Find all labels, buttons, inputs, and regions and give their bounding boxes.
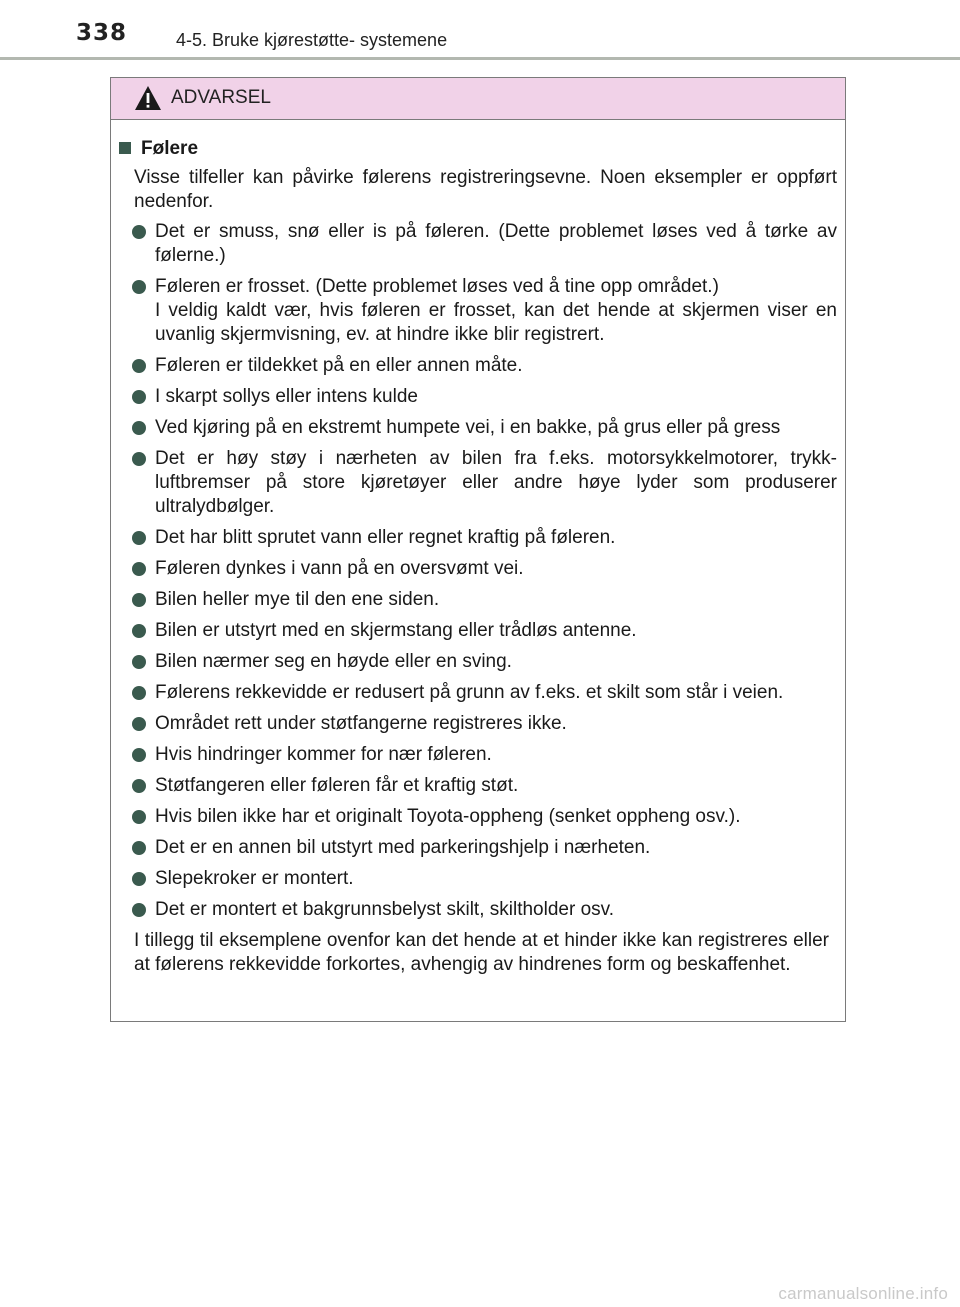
list-item-text: Føleren er frosset. (Dette problemet løses ved å tine opp området.) bbox=[155, 276, 719, 297]
list-item bbox=[111, 712, 837, 736]
circle-bullet-icon bbox=[132, 359, 146, 373]
list-item-text: Hvis bilen ikke har et originalt Toyota-oppheng (senket oppheng osv.). bbox=[155, 806, 741, 827]
list-item bbox=[111, 898, 837, 922]
list-item-text: Det har blitt sprutet vann eller regnet kraftig på føleren. bbox=[155, 527, 616, 548]
page-header bbox=[0, 0, 960, 64]
list-item-text: Føleren dynkes i vann på en oversvømt vei. bbox=[155, 558, 524, 579]
circle-bullet-icon bbox=[132, 655, 146, 669]
circle-bullet-icon bbox=[132, 686, 146, 700]
warning-title: ADVARSEL bbox=[171, 87, 271, 108]
circle-bullet-icon bbox=[132, 225, 146, 239]
list-item bbox=[111, 354, 837, 378]
list-item-text: Det er høy støy i nærheten av bilen fra f.eks. motorsykkelmotorer, trykk-luftbremser på store kjøretøyer eller andre høye lyder som produserer ultralydbølger. bbox=[155, 448, 837, 517]
list-item bbox=[111, 557, 837, 581]
list-item-text: Slepekroker er montert. bbox=[155, 868, 354, 889]
list-item bbox=[111, 220, 837, 268]
list-item bbox=[111, 743, 837, 767]
list-item-text: Bilen nærmer seg en høyde eller en sving. bbox=[155, 651, 512, 672]
circle-bullet-icon bbox=[132, 841, 146, 855]
list-item-text: Det er smuss, snø eller is på føleren. (Dette problemet løses ved å tørke av følerne.) bbox=[155, 221, 837, 266]
list-item bbox=[111, 619, 837, 643]
warning-body bbox=[111, 120, 845, 977]
list-item-text: Føleren er tildekket på en eller annen måte. bbox=[155, 355, 523, 376]
list-item bbox=[111, 416, 837, 440]
square-bullet-icon bbox=[119, 142, 131, 154]
section-title: 4-5. Bruke kjørestøtte- systemene bbox=[176, 30, 448, 50]
watermark: carmanualsonline.info bbox=[778, 1284, 948, 1303]
circle-bullet-icon bbox=[132, 390, 146, 404]
circle-bullet-icon bbox=[132, 717, 146, 731]
list-item-text: Bilen er utstyrt med en skjermstang eller trådløs antenne. bbox=[155, 620, 637, 641]
circle-bullet-icon bbox=[132, 531, 146, 545]
list-item bbox=[111, 805, 837, 829]
list-item-text: Ved kjøring på en ekstremt humpete vei, i en bakke, på grus eller på gress bbox=[155, 417, 781, 438]
circle-bullet-icon bbox=[132, 452, 146, 466]
list-item bbox=[111, 774, 837, 798]
circle-bullet-icon bbox=[132, 280, 146, 294]
list-item-text: Området rett under støtfangerne registreres ikke. bbox=[155, 713, 567, 734]
list-item bbox=[111, 447, 837, 519]
circle-bullet-icon bbox=[132, 779, 146, 793]
list-item bbox=[111, 275, 837, 347]
circle-bullet-icon bbox=[132, 624, 146, 638]
list-item bbox=[111, 867, 837, 891]
topic-label: Følere bbox=[141, 138, 199, 159]
list-item-text: Bilen heller mye til den ene siden. bbox=[155, 589, 440, 610]
list-item bbox=[111, 681, 837, 705]
warning-header bbox=[111, 78, 845, 120]
list-item-text: Det er en annen bil utstyrt med parkeringshjelp i nærheten. bbox=[155, 837, 651, 858]
list-item-text: I skarpt sollys eller intens kulde bbox=[155, 386, 418, 407]
list-item-text: Følerens rekkevidde er redusert på grunn av f.eks. et skilt som står i veien. bbox=[155, 682, 784, 703]
page-number: 338 bbox=[76, 20, 128, 46]
condition-list bbox=[111, 220, 837, 922]
circle-bullet-icon bbox=[132, 903, 146, 917]
list-item bbox=[111, 526, 837, 550]
circle-bullet-icon bbox=[132, 872, 146, 886]
list-item bbox=[111, 588, 837, 612]
list-item bbox=[111, 650, 837, 674]
header-divider bbox=[0, 57, 960, 60]
list-item bbox=[111, 836, 837, 860]
list-item-text: Hvis hindringer kommer for nær føleren. bbox=[155, 744, 492, 765]
list-item-note: I veldig kaldt vær, hvis føleren er frosset, kan det hende at skjermen viser en uvanlig skjermvisning, ev. at hindre ikke blir registrert. bbox=[155, 300, 837, 345]
list-item bbox=[111, 385, 837, 409]
warning-box bbox=[110, 77, 846, 1022]
circle-bullet-icon bbox=[132, 593, 146, 607]
circle-bullet-icon bbox=[132, 810, 146, 824]
topic-heading bbox=[111, 137, 837, 161]
intro-paragraph: Visse tilfeller kan påvirke følerens registreringsevne. Noen eksempler er oppført nedenfor. bbox=[134, 167, 837, 212]
circle-bullet-icon bbox=[132, 562, 146, 576]
circle-bullet-icon bbox=[132, 748, 146, 762]
closing-paragraph: I tillegg til eksemplene ovenfor kan det hende at et hinder ikke kan registreres eller at følerens rekkevidde forkortes, avhengig av hindrenes form og beskaffenhet. bbox=[134, 930, 829, 975]
circle-bullet-icon bbox=[132, 421, 146, 435]
list-item-text: Støtfangeren eller føleren får et kraftig støt. bbox=[155, 775, 519, 796]
list-item-text: Det er montert et bakgrunnsbelyst skilt, skiltholder osv. bbox=[155, 899, 615, 920]
warning-triangle-icon bbox=[134, 85, 162, 111]
